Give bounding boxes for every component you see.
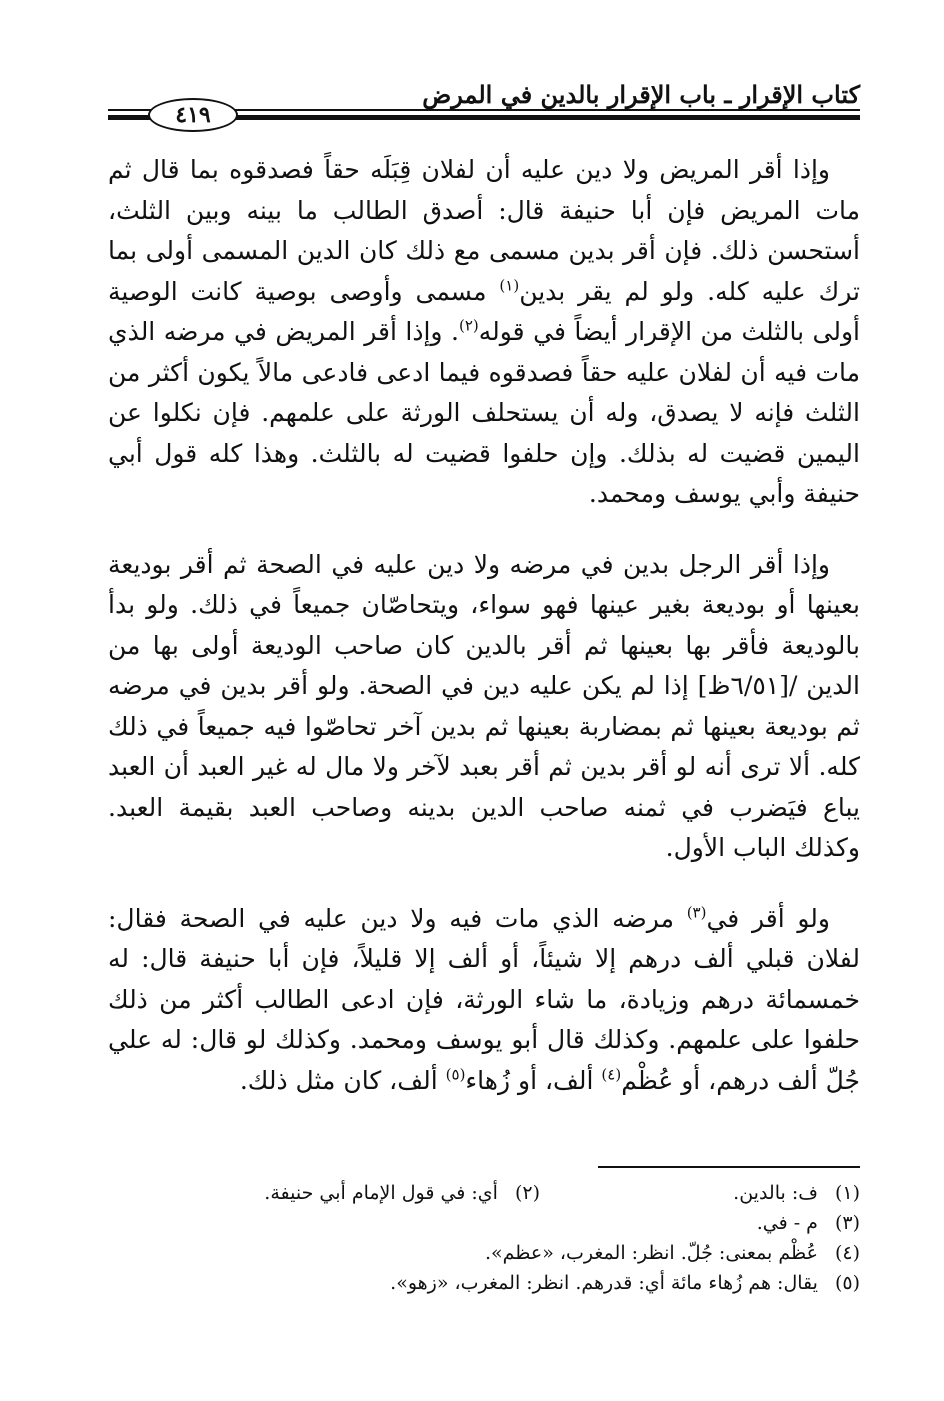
paragraph-3-text-d: ألف، كان مثل ذلك. — [239, 1065, 446, 1095]
paragraph-1-cont: مسمى وأوصى بوصية كانت الوصية أولى بالثلث من الإقرار أيضاً في قوله — [108, 276, 860, 346]
paragraph-3-text-b: مرضه الذي مات فيه ولا دين عليه في الصحة فقال: لفلان قبلي ألف درهم إلا شيئاً، أو ألف إلا قليلاً، فإن أبا حنيفة قال: له خمسمائة درهم وزيادة، ما شاء الورثة، فإن ادعى الطالب أكثر من ذلك حلفوا على علمهم. وكذلك قال أبو يوسف ومحمد. وكذلك لو قال: له علي جُلّ ألف درهم، أو عُظْم — [108, 903, 860, 1095]
note-marker-2: (٢) — [458, 316, 479, 335]
footnote-1 — [540, 1178, 860, 1208]
note-marker-4: (٤) — [601, 1065, 622, 1084]
footnote-number: (٣) — [834, 1212, 860, 1234]
note-marker-5: (٥) — [445, 1065, 466, 1084]
footnote-3 — [108, 1208, 860, 1238]
footnote-text: م - في. — [756, 1212, 818, 1234]
paragraph-3-text-c: ألف، أو زُهاء — [465, 1065, 602, 1095]
footnote-row-1 — [108, 1178, 860, 1208]
page-header — [108, 80, 860, 128]
footnote-text: ف: بالدين. — [733, 1182, 818, 1204]
footnote-number: (٤) — [834, 1242, 860, 1264]
running-title: كتاب الإقرار ـ باب الإقرار بالدين في المرض — [422, 80, 860, 109]
page-number: ٤١٩ — [148, 98, 238, 132]
footnote-number: (٥) — [834, 1272, 860, 1294]
footnote-5 — [108, 1268, 860, 1298]
note-marker-3: (٣) — [686, 903, 707, 922]
footnote-separator — [598, 1166, 860, 1168]
paragraph-1 — [108, 150, 860, 515]
paragraph-3 — [108, 899, 860, 1102]
footnote-2 — [264, 1178, 540, 1208]
footnote-text: أي: في قول الإمام أبي حنيفة. — [264, 1182, 498, 1204]
footnotes — [108, 1178, 860, 1298]
paragraph-1-end: . وإذا أقر المريض في مرضه الذي مات فيه أن لفلان عليه حقاً فصدقوه فيما ادعى فادعى مالاً يكون أكثر من الثلث فإنه لا يصدق، وله أن يستحلف الورثة على علمهم. فإن نكلوا عن اليمين قضيت له بذلك. وإن حلفوا قضيت له بالثلث. وهذا كله قول أبي حنيفة وأبي يوسف ومحمد. — [108, 317, 860, 508]
footnote-4 — [108, 1238, 860, 1268]
footnote-text: يقال: هم زُهاء مائة أي: قدرهم. انظر: المغرب، «زهو». — [390, 1272, 818, 1294]
note-marker-1: (١) — [499, 276, 520, 295]
paragraph-2: وإذا أقر الرجل بدين في مرضه ولا دين عليه في الصحة ثم أقر بوديعة بعينها أو بوديعة بغير عينها فهو سواء، ويتحاصّان جميعاً في ذلك. ولو بدأ بالوديعة فأقر بها بعينها ثم أقر بالدين كان صاحب الوديعة أولى بها من الدين /[٦/٥١ظ] إذا لم يكن عليه دين في الصحة. ولو أقر بدين في مرضه ثم بوديعة بعينها ثم بمضاربة بعينها ثم بدين آخر تحاصّوا فيه جميعاً في ذلك كله. ألا ترى أنه لو أقر بدين ثم أقر بعبد لآخر ولا مال له غير العبد أن العبد يباع فيَضرب في ثمنه صاحب الدين بدينه وصاحب العبد بقيمة العبد. وكذلك الباب الأول. — [108, 549, 860, 862]
main-text — [108, 150, 860, 1131]
footnote-text: عُظْم بمعنى: جُلّ. انظر: المغرب، «عظم». — [484, 1242, 818, 1264]
paragraph-3-text-a: ولو أقر في — [706, 903, 830, 933]
footnote-number: (١) — [834, 1182, 860, 1204]
paragraph-1-text: وإذا أقر المريض ولا دين عليه أن لفلان قِبَلَه حقاً فصدقوه بما قال ثم مات المريض فإن أبا حنيفة قال: أصدق الطالب ما بينه وبين الثلث، أستحسن ذلك. فإن أقر بدين مسمى مع ذلك كان الدين المسمى أولى بما ترك عليه كله. ولو لم يقر بدين — [108, 155, 860, 306]
footnote-number: (٢) — [514, 1182, 540, 1204]
